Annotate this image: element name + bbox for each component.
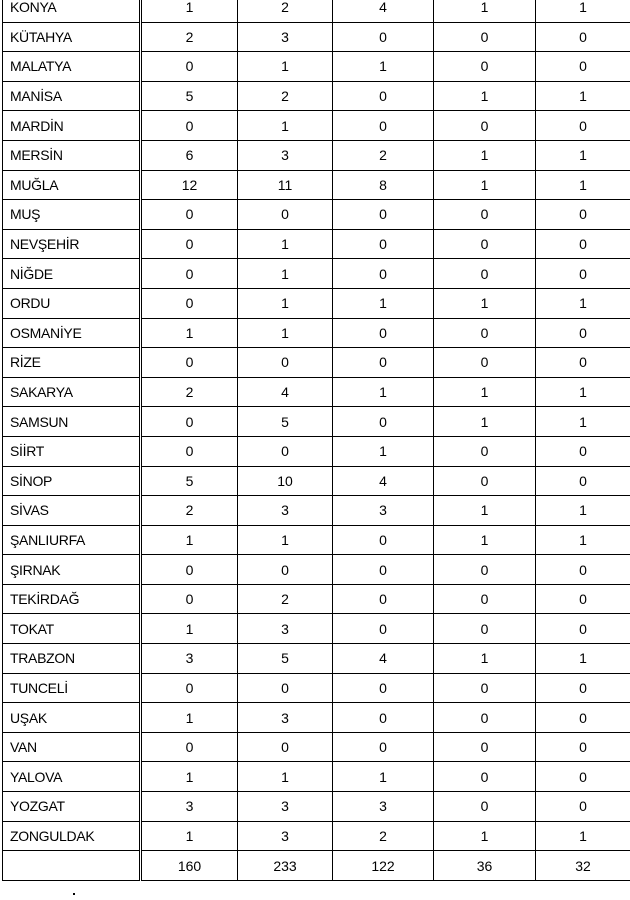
table-row: [3, 496, 630, 526]
value-cell: 0: [536, 436, 630, 466]
value-cell: 0: [141, 259, 238, 289]
province-name-cell: YOZGAT: [3, 792, 141, 822]
table-row: [3, 584, 630, 614]
value-cell: 0: [141, 407, 238, 437]
value-cell: 0: [536, 614, 630, 644]
value-cell: 0: [536, 703, 630, 733]
value-cell: 0: [536, 229, 630, 259]
value-cell: 1: [238, 525, 333, 555]
value-cell: 0: [434, 614, 536, 644]
value-cell: 1: [238, 52, 333, 82]
value-cell: 0: [434, 703, 536, 733]
value-cell: 1: [238, 111, 333, 141]
value-cell: 0: [333, 703, 434, 733]
value-cell: 2: [141, 22, 238, 52]
value-cell: 1: [434, 525, 536, 555]
value-cell: 0: [333, 673, 434, 703]
table-row: [3, 792, 630, 822]
total-value-cell: 160: [141, 851, 238, 881]
value-cell: 5: [141, 81, 238, 111]
value-cell: 1: [141, 703, 238, 733]
value-cell: 1: [536, 821, 630, 851]
table-row: [3, 644, 630, 674]
province-name-cell: RİZE: [3, 348, 141, 378]
value-cell: 1: [141, 821, 238, 851]
value-cell: 3: [238, 614, 333, 644]
value-cell: 0: [434, 348, 536, 378]
table-row: [3, 81, 630, 111]
value-cell: 0: [238, 200, 333, 230]
value-cell: 4: [333, 466, 434, 496]
value-cell: 3: [141, 792, 238, 822]
value-cell: 3: [333, 792, 434, 822]
province-name-cell: ŞANLIURFA: [3, 525, 141, 555]
value-cell: 5: [238, 407, 333, 437]
table-row: [3, 466, 630, 496]
total-value-cell: 233: [238, 851, 333, 881]
value-cell: 0: [333, 407, 434, 437]
totals-row: [3, 851, 630, 881]
value-cell: 1: [141, 318, 238, 348]
value-cell: 1: [536, 525, 630, 555]
table-row: [3, 348, 630, 378]
province-name-cell: SİİRT: [3, 436, 141, 466]
value-cell: 0: [434, 673, 536, 703]
province-name-cell: KÜTAHYA: [3, 22, 141, 52]
value-cell: 0: [141, 436, 238, 466]
value-cell: 5: [141, 466, 238, 496]
value-cell: 3: [238, 22, 333, 52]
value-cell: 0: [238, 555, 333, 585]
value-cell: 1: [434, 140, 536, 170]
value-cell: 0: [434, 229, 536, 259]
value-cell: 0: [434, 111, 536, 141]
value-cell: 1: [536, 140, 630, 170]
table-row: [3, 614, 630, 644]
table-row: [3, 318, 630, 348]
table-row: [3, 140, 630, 170]
value-cell: 1: [434, 821, 536, 851]
value-cell: 0: [141, 584, 238, 614]
table-row: [3, 170, 630, 200]
table-row: [3, 436, 630, 466]
value-cell: 0: [536, 111, 630, 141]
value-cell: 1: [434, 644, 536, 674]
value-cell: 12: [141, 170, 238, 200]
value-cell: 4: [333, 644, 434, 674]
value-cell: 3: [141, 644, 238, 674]
value-cell: 4: [238, 377, 333, 407]
value-cell: 0: [141, 52, 238, 82]
value-cell: 1: [536, 81, 630, 111]
province-table: [2, 0, 630, 881]
totals-label-cell: [3, 851, 141, 881]
value-cell: 1: [434, 0, 536, 22]
value-cell: 0: [536, 52, 630, 82]
value-cell: 3: [333, 496, 434, 526]
value-cell: 0: [141, 229, 238, 259]
value-cell: 3: [238, 140, 333, 170]
value-cell: 1: [238, 762, 333, 792]
value-cell: 0: [536, 762, 630, 792]
value-cell: 0: [434, 436, 536, 466]
value-cell: 0: [238, 436, 333, 466]
province-name-cell: NİĞDE: [3, 259, 141, 289]
value-cell: 8: [333, 170, 434, 200]
value-cell: 0: [536, 584, 630, 614]
value-cell: 0: [333, 111, 434, 141]
value-cell: 1: [536, 170, 630, 200]
value-cell: 0: [333, 200, 434, 230]
value-cell: 0: [536, 259, 630, 289]
value-cell: 0: [434, 259, 536, 289]
value-cell: 0: [333, 584, 434, 614]
table-row: [3, 555, 630, 585]
total-value-cell: 32: [536, 851, 630, 881]
value-cell: 0: [333, 259, 434, 289]
value-cell: 0: [333, 614, 434, 644]
value-cell: 2: [141, 496, 238, 526]
value-cell: 1: [141, 762, 238, 792]
value-cell: 2: [238, 584, 333, 614]
value-cell: 0: [536, 466, 630, 496]
value-cell: 0: [434, 732, 536, 762]
value-cell: 0: [434, 318, 536, 348]
province-name-cell: SAMSUN: [3, 407, 141, 437]
value-cell: 0: [434, 466, 536, 496]
value-cell: 3: [238, 821, 333, 851]
table-row: [3, 703, 630, 733]
value-cell: 2: [238, 0, 333, 22]
value-cell: 1: [536, 288, 630, 318]
table-body: [3, 0, 630, 880]
value-cell: 1: [536, 0, 630, 22]
value-cell: 1: [434, 377, 536, 407]
value-cell: 3: [238, 496, 333, 526]
province-name-cell: KONYA: [3, 0, 141, 22]
province-name-cell: MALATYA: [3, 52, 141, 82]
province-name-cell: ŞIRNAK: [3, 555, 141, 585]
value-cell: 0: [434, 22, 536, 52]
table-row: [3, 288, 630, 318]
value-cell: 1: [434, 496, 536, 526]
value-cell: 0: [238, 348, 333, 378]
province-name-cell: YALOVA: [3, 762, 141, 792]
province-name-cell: TUNCELİ: [3, 673, 141, 703]
province-name-cell: TEKİRDAĞ: [3, 584, 141, 614]
province-name-cell: ZONGULDAK: [3, 821, 141, 851]
value-cell: 0: [536, 792, 630, 822]
value-cell: 0: [141, 732, 238, 762]
stray-dot-mark: [73, 893, 75, 895]
table-row: [3, 673, 630, 703]
province-name-cell: SİVAS: [3, 496, 141, 526]
value-cell: 0: [333, 318, 434, 348]
value-cell: 0: [434, 584, 536, 614]
value-cell: 0: [141, 111, 238, 141]
value-cell: 1: [141, 0, 238, 22]
value-cell: 3: [238, 703, 333, 733]
value-cell: 1: [238, 318, 333, 348]
value-cell: 5: [238, 644, 333, 674]
table-row: [3, 200, 630, 230]
value-cell: 0: [141, 200, 238, 230]
value-cell: 1: [434, 288, 536, 318]
value-cell: 0: [434, 792, 536, 822]
value-cell: 2: [333, 140, 434, 170]
value-cell: 1: [434, 81, 536, 111]
province-name-cell: MARDİN: [3, 111, 141, 141]
value-cell: 1: [333, 377, 434, 407]
value-cell: 1: [536, 644, 630, 674]
table-row: [3, 525, 630, 555]
value-cell: 0: [333, 555, 434, 585]
value-cell: 0: [536, 348, 630, 378]
value-cell: 1: [434, 407, 536, 437]
value-cell: 1: [238, 259, 333, 289]
value-cell: 1: [141, 525, 238, 555]
value-cell: 0: [536, 673, 630, 703]
value-cell: 4: [333, 0, 434, 22]
value-cell: 0: [536, 22, 630, 52]
value-cell: 2: [238, 81, 333, 111]
value-cell: 0: [434, 555, 536, 585]
province-name-cell: MUĞLA: [3, 170, 141, 200]
province-name-cell: MANİSA: [3, 81, 141, 111]
value-cell: 0: [238, 673, 333, 703]
value-cell: 1: [434, 170, 536, 200]
value-cell: 0: [141, 555, 238, 585]
value-cell: 1: [536, 407, 630, 437]
province-name-cell: MUŞ: [3, 200, 141, 230]
province-name-cell: VAN: [3, 732, 141, 762]
table-row: [3, 0, 630, 22]
value-cell: 0: [333, 732, 434, 762]
value-cell: 1: [333, 436, 434, 466]
total-value-cell: 122: [333, 851, 434, 881]
value-cell: 1: [536, 496, 630, 526]
province-name-cell: SİNOP: [3, 466, 141, 496]
table-row: [3, 762, 630, 792]
table-row: [3, 377, 630, 407]
value-cell: 0: [333, 348, 434, 378]
value-cell: 0: [536, 200, 630, 230]
table-row: [3, 732, 630, 762]
value-cell: 0: [333, 81, 434, 111]
table-row: [3, 111, 630, 141]
value-cell: 0: [536, 555, 630, 585]
value-cell: 0: [434, 762, 536, 792]
table-row: [3, 229, 630, 259]
value-cell: 1: [333, 762, 434, 792]
value-cell: 0: [333, 525, 434, 555]
value-cell: 0: [238, 732, 333, 762]
province-name-cell: TRABZON: [3, 644, 141, 674]
total-value-cell: 36: [434, 851, 536, 881]
value-cell: 0: [536, 318, 630, 348]
value-cell: 1: [141, 614, 238, 644]
table-row: [3, 821, 630, 851]
value-cell: 0: [333, 22, 434, 52]
value-cell: 0: [434, 52, 536, 82]
value-cell: 1: [238, 288, 333, 318]
table-row: [3, 52, 630, 82]
province-name-cell: ORDU: [3, 288, 141, 318]
value-cell: 1: [536, 377, 630, 407]
value-cell: 6: [141, 140, 238, 170]
table-row: [3, 407, 630, 437]
province-name-cell: OSMANİYE: [3, 318, 141, 348]
value-cell: 1: [333, 288, 434, 318]
table-row: [3, 22, 630, 52]
value-cell: 0: [141, 288, 238, 318]
value-cell: 0: [536, 732, 630, 762]
value-cell: 3: [238, 792, 333, 822]
province-name-cell: UŞAK: [3, 703, 141, 733]
value-cell: 0: [434, 200, 536, 230]
value-cell: 11: [238, 170, 333, 200]
value-cell: 10: [238, 466, 333, 496]
value-cell: 1: [333, 52, 434, 82]
value-cell: 0: [141, 348, 238, 378]
province-name-cell: SAKARYA: [3, 377, 141, 407]
table-row: [3, 259, 630, 289]
province-name-cell: NEVŞEHİR: [3, 229, 141, 259]
value-cell: 2: [141, 377, 238, 407]
value-cell: 0: [141, 673, 238, 703]
value-cell: 0: [333, 229, 434, 259]
province-name-cell: MERSİN: [3, 140, 141, 170]
value-cell: 1: [238, 229, 333, 259]
value-cell: 2: [333, 821, 434, 851]
province-name-cell: TOKAT: [3, 614, 141, 644]
